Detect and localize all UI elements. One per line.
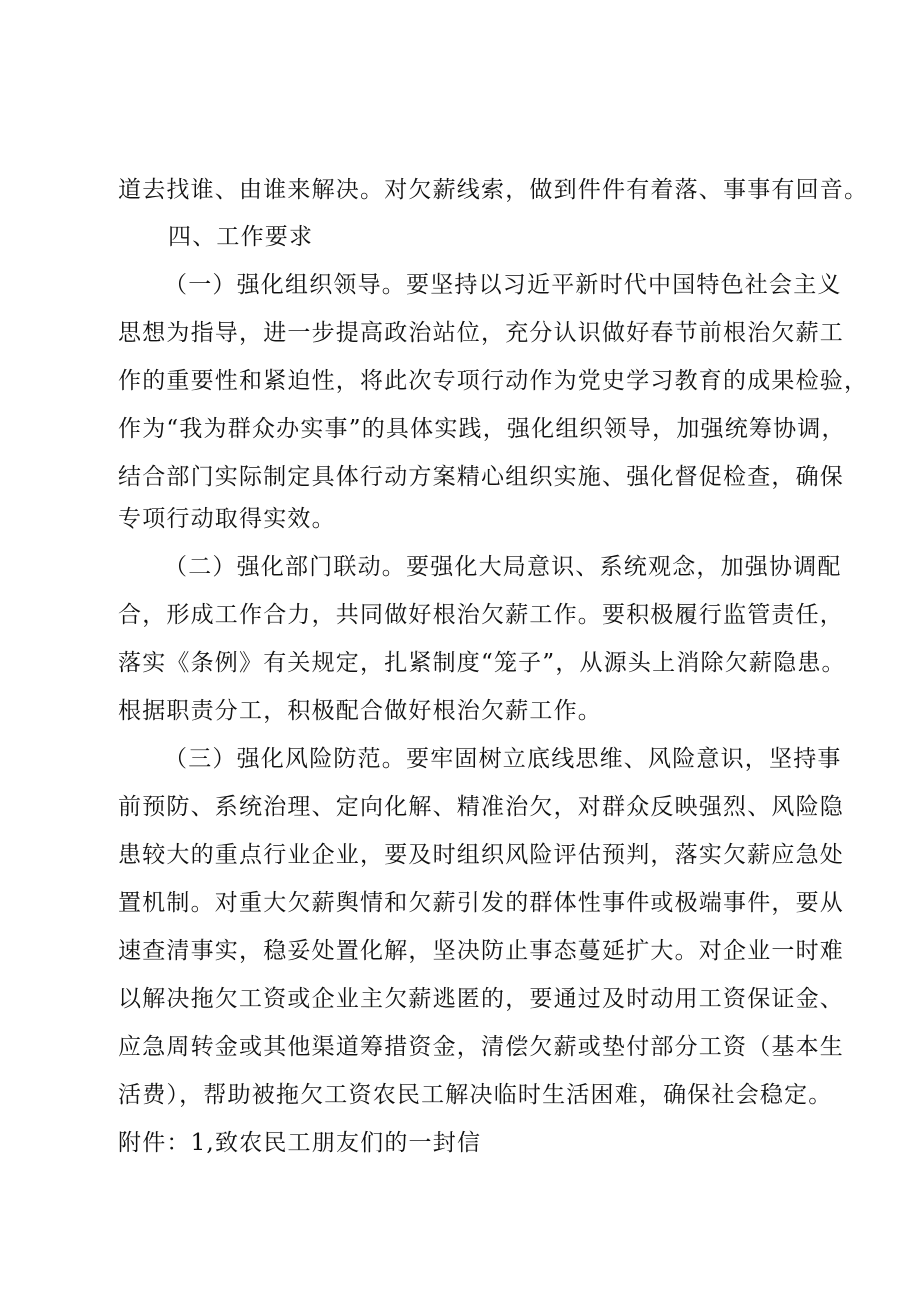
- paragraph-line: 思想为指导，进一步提高政治站位，充分认识做好春节前根治欠薪工: [118, 320, 844, 346]
- paragraph-line: 置机制。对重大欠薪舆情和欠薪引发的群体性事件或极端事件，要从: [118, 890, 844, 916]
- paragraph-line: 应急周转金或其他渠道筹措资金，清偿欠薪或垫付部分工资（基本生: [118, 1034, 844, 1060]
- paragraph-line: 结合部门实际制定具体行动方案精心组织实施、强化督促检查，确保: [118, 464, 844, 490]
- paragraph-line: 根据职责分工，积极配合做好根治欠薪工作。: [118, 698, 602, 724]
- paragraph-line: 速查清事实，稳妥处置化解，坚决防止事态蔓延扩大。对企业一时难: [118, 938, 844, 964]
- paragraph-line: （三）强化风险防范。要牢固树立底线思维、风险意识，坚持事: [164, 746, 842, 772]
- attachment-line: 附件：1,致农民工朋友们的一封信: [118, 1130, 482, 1156]
- paragraph-line: 前预防、系统治理、定向化解、精准治欠，对群众反映强烈、风险隐: [118, 794, 844, 820]
- paragraph-line: （一）强化组织领导。要坚持以习近平新时代中国特色社会主义: [164, 272, 842, 298]
- paragraph-line: 专项行动取得实效。: [118, 506, 336, 532]
- paragraph-line: 作为“我为群众办实事”的具体实践，强化组织领导，加强统筹协调，: [118, 416, 846, 442]
- paragraph-line: （二）强化部门联动。要强化大局意识、系统观念，加强协调配: [164, 554, 842, 580]
- paragraph-line: 落实《条例》有关规定，扎紧制度“笼子”，从源头上消除欠薪隐患。: [118, 650, 846, 676]
- paragraph-line: 合，形成工作合力，共同做好根治欠薪工作。要积极履行监管责任，: [118, 602, 844, 628]
- paragraph-line: 患较大的重点行业企业，要及时组织风险评估预判，落实欠薪应急处: [118, 842, 844, 868]
- section-heading: 四、工作要求: [168, 224, 314, 250]
- paragraph-line: 活费），帮助被拖欠工资农民工解决临时生活困难，确保社会稳定。: [118, 1082, 833, 1108]
- paragraph-line: 道去找谁、由谁来解决。对欠薪线索，做到件件有着落、事事有回音。: [118, 177, 869, 203]
- paragraph-line: 以解决拖欠工资或企业主欠薪逃匿的，要通过及时动用工资保证金、: [118, 986, 844, 1012]
- paragraph-line: 作的重要性和紧迫性，将此次专项行动作为党史学习教育的成果检验，: [118, 368, 869, 394]
